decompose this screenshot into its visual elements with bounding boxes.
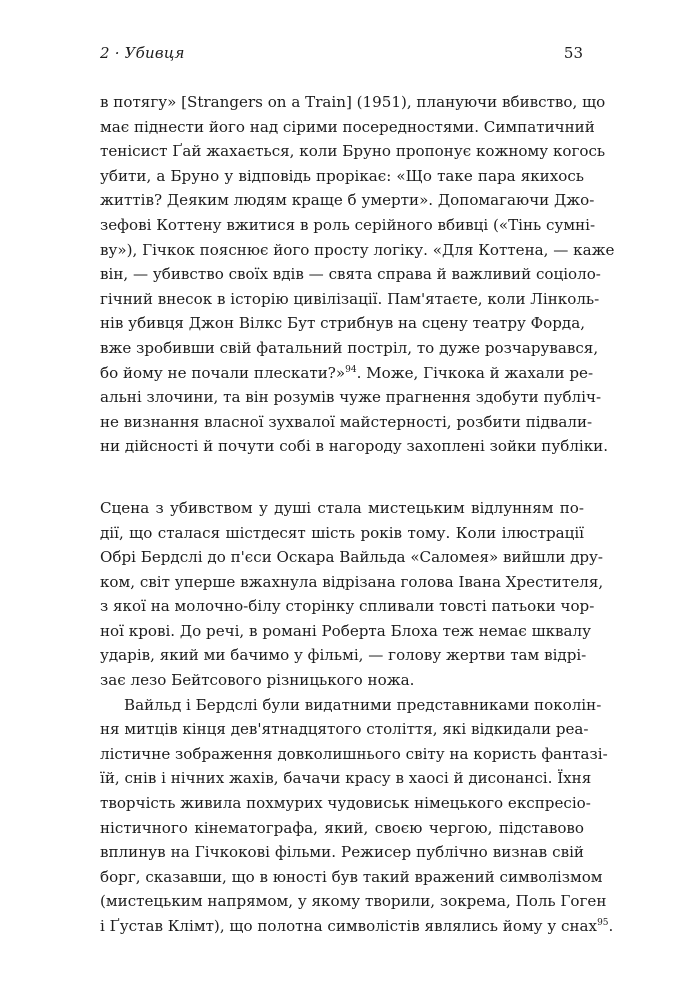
- text-line: життів? Деяким людям краще б умерти». Допомагаючи Джо-: [100, 191, 595, 210]
- text-line: ударів, який ми бачимо у фільмі, — голову жертви там відрі-: [100, 646, 587, 665]
- text-line: творчість живила похмурих чудовиськ німецького експресіо-: [100, 794, 591, 813]
- text-line: зефові Коттену вжитися в роль серійного вбивці («Тінь сумні-: [100, 215, 596, 234]
- text-line: Вайльд і Бердслі були видатними представниками поколін-: [124, 695, 602, 714]
- text-line: Сцена з убивством у душі стала мистецьким відлунням по-: [100, 498, 584, 517]
- running-head: 2 · Убивця: [100, 44, 185, 62]
- text-line: зає лезо Бейтсового різницького ножа.: [100, 671, 415, 690]
- text-line: борг, сказавши, що в юності був такий вражений символізмом: [100, 867, 603, 886]
- text-line: убити, а Бруно у відповідь прорікає: «Що таке пара якихось: [100, 166, 584, 185]
- page-number: 53: [563, 44, 583, 62]
- text-line: ня митців кінця дев'ятнадцятого століття, які відкидали реа-: [100, 720, 589, 739]
- text-segment: бо йому не почали плескати?»: [100, 363, 346, 382]
- text-line: має піднести його над сірими посередностями. Симпатичний: [100, 117, 595, 136]
- text-line: дії, що сталася шістдесят шість років тому. Коли ілюстрації: [100, 523, 584, 542]
- text-line: вже зробивши свій фатальний постріл, то дуже розчарувався,: [100, 338, 599, 357]
- paragraph-1: [100, 90, 615, 459]
- text-line: їй, снів і нічних жахів, бачачи красу в хаосі й дисонансі. Їхня: [100, 769, 592, 788]
- text-line: лістичне зображення довколишнього світу на користь фантазі-: [100, 744, 608, 763]
- paragraph-3: [100, 693, 614, 939]
- body-text: [100, 90, 615, 939]
- text-line: нів убивця Джон Вілкс Бут стрибнув на сцену театру Форда,: [100, 314, 586, 333]
- text-line: альні злочини, та він розумів чуже прагнення здобути публіч-: [100, 388, 602, 407]
- text-line-with-footnote: [100, 914, 614, 939]
- text-line: ністичного кінематографа, який, своєю чергою, підставово: [100, 818, 584, 837]
- paragraph-gap: [100, 459, 584, 496]
- text-line: (мистецьким напрямом, у якому творили, зокрема, Поль Гоген: [100, 892, 607, 911]
- footnote-ref-94: 94: [345, 364, 357, 375]
- text-segment: . Може, Гічкока й жахали ре-: [356, 363, 594, 382]
- text-line: гічний внесок в історію цивілізації. Пам'ятаєте, коли Лінколь-: [100, 289, 600, 308]
- text-line: він, — убивство своїх вдів — свята справа й важливий соціоло-: [100, 265, 601, 284]
- text-line: Обрі Бердслі до п'єси Оскара Вайльда «Саломея» вийшли дру-: [100, 548, 604, 567]
- text-segment: .: [608, 917, 614, 935]
- paragraph-2: [100, 496, 604, 693]
- text-line: ної крові. До речі, в романі Роберта Блоха теж немає шквалу: [100, 621, 592, 640]
- text-line: вплинув на Гічкокові фільми. Режисер публічно визнав свій: [100, 843, 584, 862]
- text-line: не визнання власної зухвалої майстерності, розбити підвали-: [100, 412, 593, 431]
- text-segment: і Ґустав Клімт), що полотна символістів являлись йому у снах: [100, 917, 598, 935]
- footnote-ref-95: 95: [597, 918, 609, 928]
- text-line: ву»), Гічкок пояснює його просту логіку. «Для Коттена, — каже: [100, 240, 615, 259]
- text-line: ком, світ уперше вжахнула відрізана голова Івана Хрестителя,: [100, 572, 604, 591]
- text-line: тенісист Ґай жахається, коли Бруно пропонує кожному когось: [100, 142, 606, 161]
- text-line: з якої на молочно-білу сторінку спливали товсті патьоки чор-: [100, 597, 595, 616]
- text-line-with-footnote: [100, 361, 594, 386]
- text-line: ни дійсності й почути собі в нагороду захоплені зойки публіки.: [100, 437, 609, 456]
- text-line: в потягу» [Strangers on a Train] (1951), плануючи вбивство, що: [100, 93, 606, 111]
